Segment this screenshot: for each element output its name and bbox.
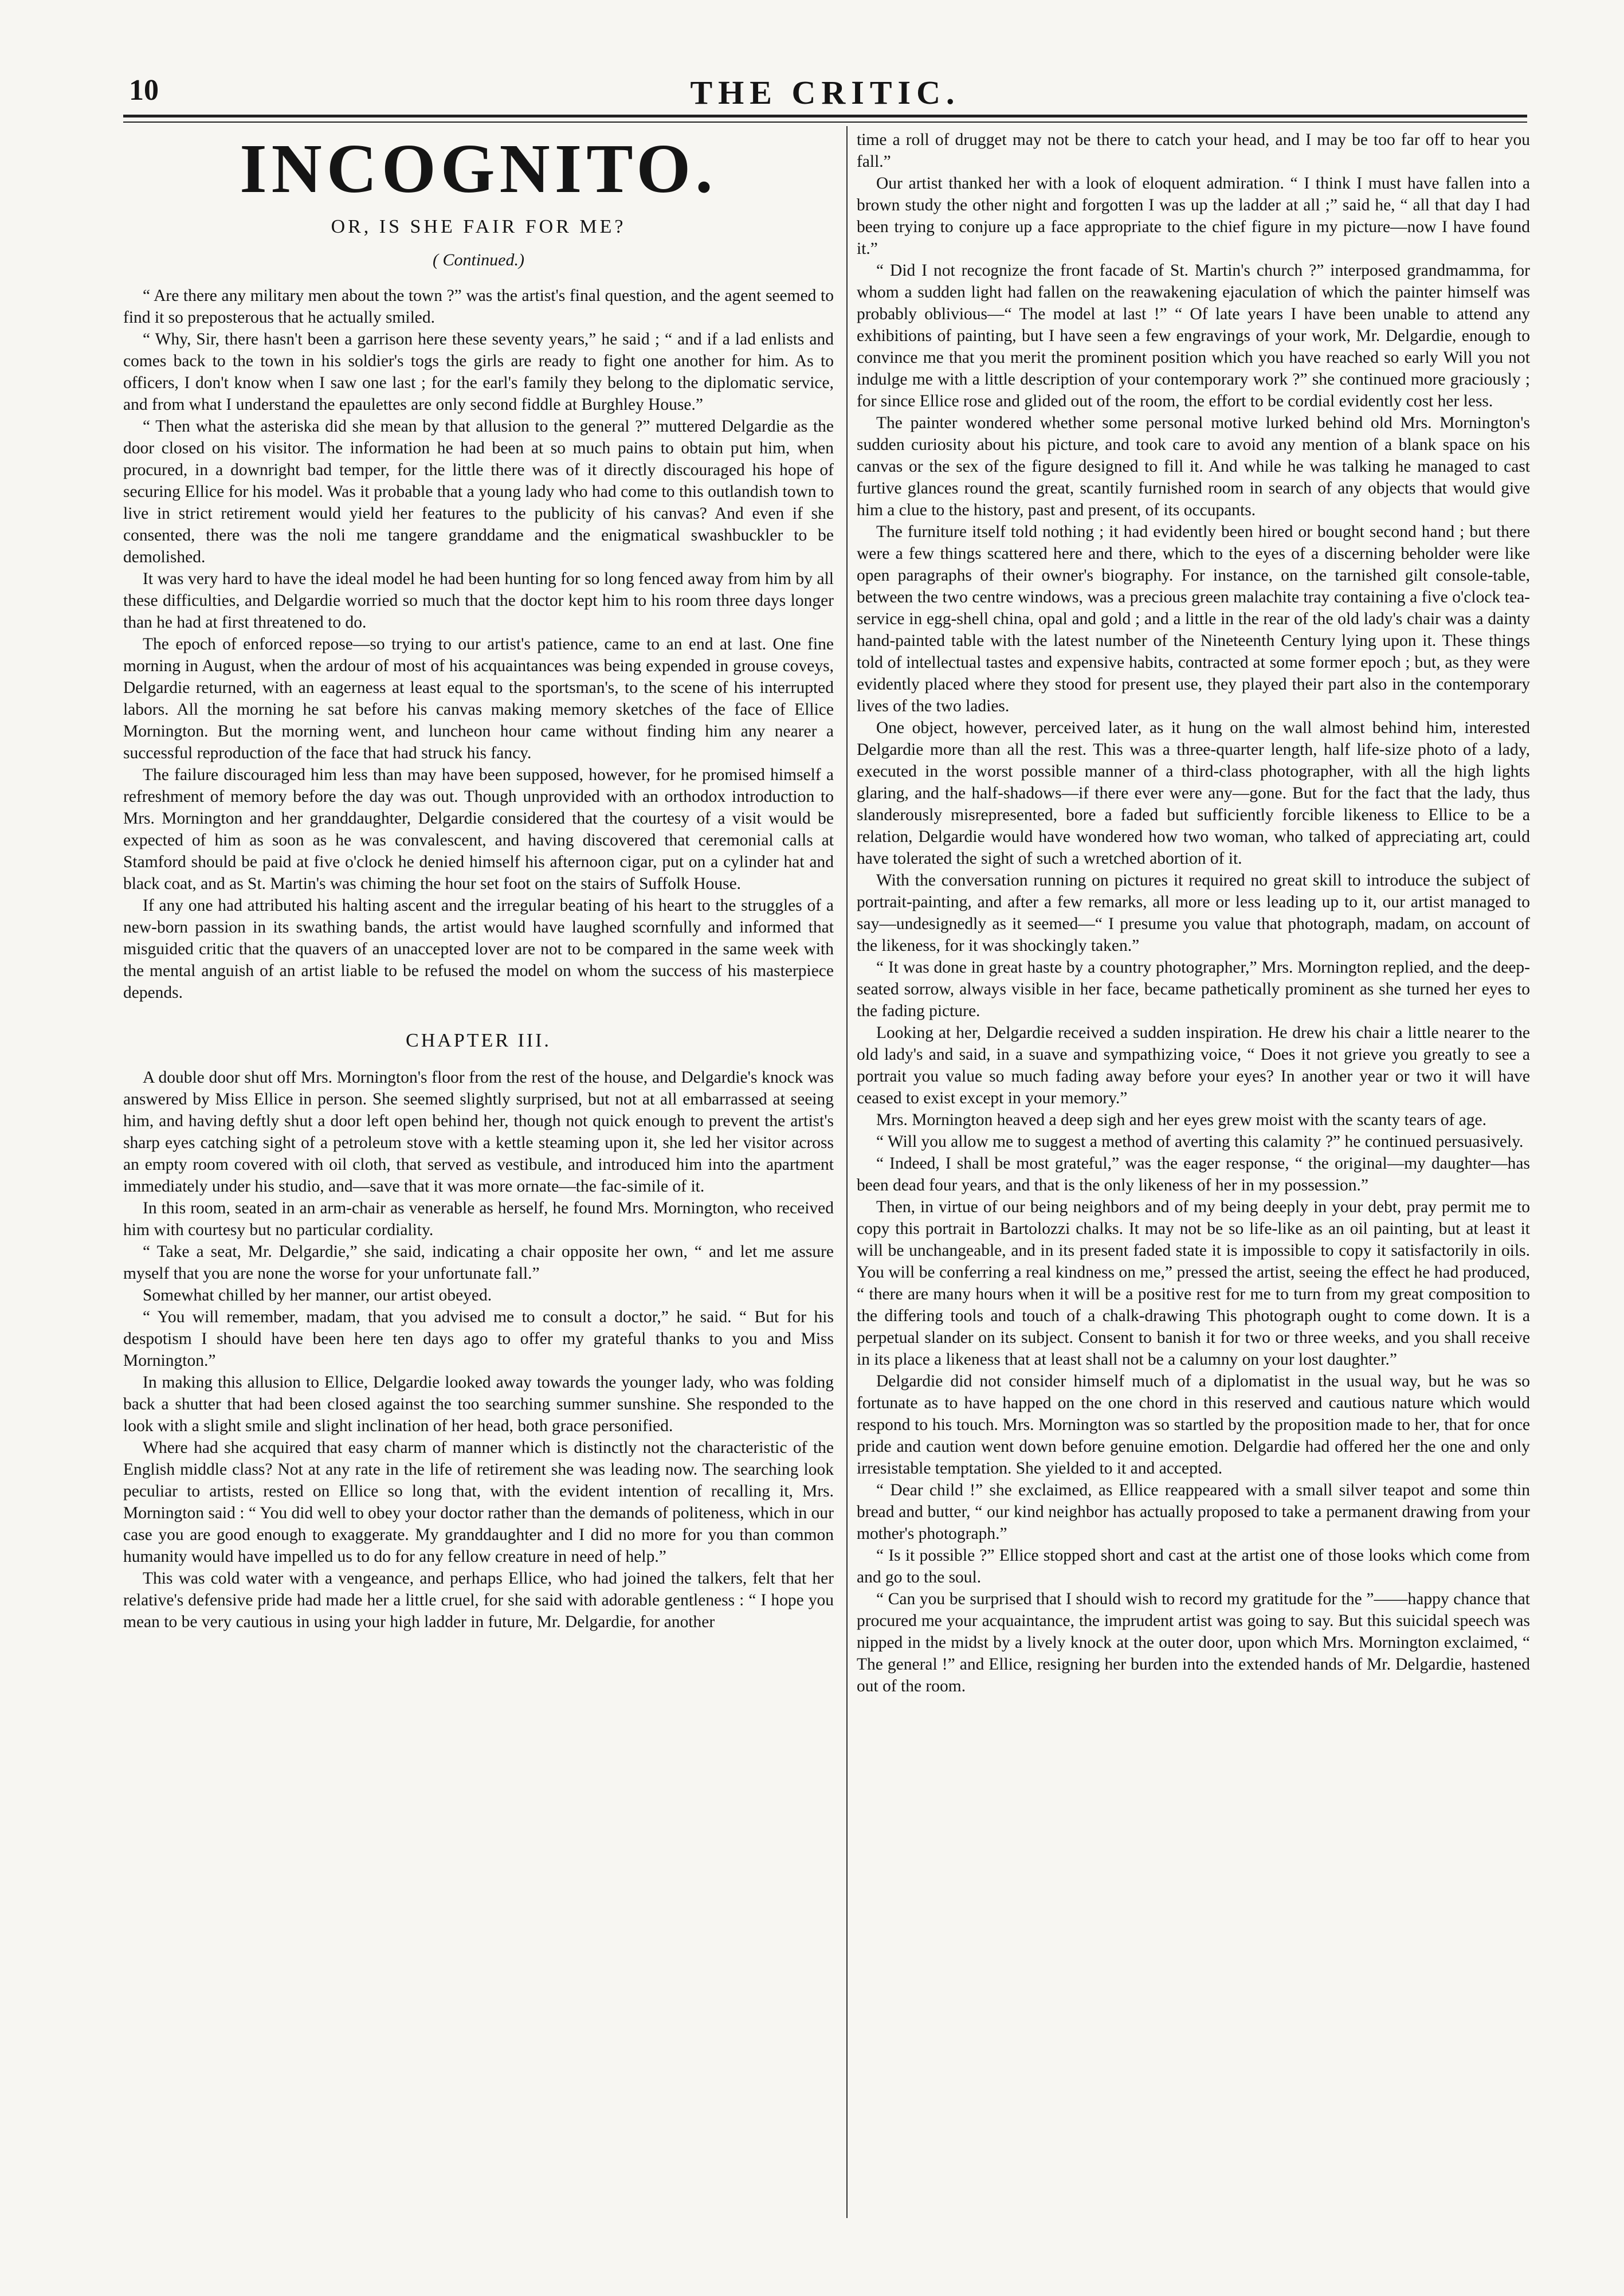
paragraph: “ Is it possible ?” Ellice stopped short and cast at the artist one of those looks which come from and go to the soul.	[857, 1546, 1530, 1586]
paragraph: “ It was done in great haste by a country photographer,” Mrs. Mornington replied, and the deep-seated sorrow, always visible in her face, became pathetically prominent as she turned her eyes to the fading picture.	[857, 958, 1530, 1020]
paragraph: In this room, seated in an arm-chair as venerable as herself, he found Mrs. Mornington, who received him with courtesy but no particular cordiality.	[123, 1199, 834, 1240]
paragraph: “ Are there any military men about the town ?” was the artist's final question, and the agent seemed to find it so preposterous that he actually smiled.	[123, 287, 834, 327]
article-subtitle: OR, IS SHE FAIR FOR ME?	[331, 216, 626, 238]
paragraph: time a roll of drugget may not be there to catch your head, and I may be too far off to hear you fall.”	[857, 131, 1530, 171]
chapter-body-text	[123, 1067, 834, 1633]
left-body-text	[123, 285, 834, 1004]
journal-title: THE CRITIC.	[690, 74, 960, 111]
paragraph: With the conversation running on pictures it required no great skill to introduce the subject of portrait-painting, and after a few remarks, all more or less leading up to it, our artist managed to say—undesignedly as it seemed—“ I presume you value that photograph, madam, on account of the likeness, for it was shockingly taken.”	[857, 871, 1530, 955]
paragraph: The painter wondered whether some personal motive lurked behind old Mrs. Mornington's sudden curiosity about his picture, and took care to avoid any mention of a blank space on his canvas or the sex of the figure designed to fill it. And while he was talking he managed to cast furtive glances round the great, scantily furnished room in search of any objects that would give him a clue to the history, past and present, of its occupants.	[857, 414, 1530, 519]
paragraph: This was cold water with a vengeance, and perhaps Ellice, who had joined the talkers, felt that her relative's defensive pride had made her a little cruel, for she said with adorable gentleness : “ I hope you mean to be very cautious in using your high ladder in future, Mr. Delgardie, for another	[123, 1569, 834, 1632]
page-number: 10	[129, 74, 159, 107]
paragraph: Somewhat chilled by her manner, our artist obeyed.	[143, 1286, 492, 1305]
paragraph: “ You will remember, madam, that you advised me to consult a doctor,” he said. “ But for his despotism I should have been here ten days ago to offer my grateful thanks to you and Miss Mornington.”	[123, 1308, 834, 1370]
right-column	[857, 129, 1530, 2221]
paragraph: A double door shut off Mrs. Mornington's floor from the rest of the house, and Delgardie's knock was answered by Miss Ellice in person. She seemed slightly surprised, but not at all embarrassed at seeing him, and having deftly shut a door left open behind her, though not quick enough to prevent the artist's sharp eyes catching sight of a petroleum stove with a kettle steaming upon it, she led her visitor across an empty room covered with oil cloth, that served as vestibule, and introduced him into the apartment immediately under his studio, and—save that it was more ornate—the fac-simile of it.	[123, 1068, 834, 1196]
article-title: INCOGNITO.	[240, 130, 717, 207]
paragraph: It was very hard to have the ideal model he had been hunting for so long fenced away from him by all these difficulties, and Delgardie worried so much that the doctor kept him to his room three days longer than he had at first threatened to do.	[123, 570, 834, 632]
paragraph: “ Will you allow me to suggest a method of averting this calamity ?” he continued persuasively.	[876, 1133, 1524, 1151]
paragraph: Delgardie did not consider himself much of a diplomatist in the usual way, but he was so fortunate as to have happed on the one chord in this reserved and cautious nature which would respond to his touch. Mrs. Mornington was so startled by the proposition made to her, that for once pride and caution went down before genuine emotion. Delgardie had offered her the one and only irresistable temptation. She yielded to it and accepted.	[857, 1372, 1530, 1478]
paragraph: “ Take a seat, Mr. Delgardie,” she said, indicating a chair opposite her own, “ and let me assure myself that you are none the worse for your unfortunate fall.”	[123, 1243, 834, 1283]
right-body-text	[857, 129, 1530, 1697]
paragraph: Mrs. Mornington heaved a deep sigh and her eyes grew moist with the scanty tears of age.	[876, 1111, 1486, 1129]
paragraph: “ Can you be surprised that I should wish to record my gratitude for the ”——happy chance that procured me your acquaintance, the imprudent artist was going to say. But this suicidal speech was nipped in the midst by a lively knock at the outer door, upon which Mrs. Mornington exclaimed, “ The general !” and Ellice, resigning her burden into the extended hands of Mr. Delgardie, hastened out of the room.	[857, 1590, 1530, 1695]
paragraph: “ Then what the asteriska did she mean by that allusion to the general ?” muttered Delgardie as the door closed on his visitor. The information he had been at so much pains to obtain put him, when procured, in a downright bad temper, for the little there was of it directly discouraged his hope of securing Ellice for his model. Was it probable that a young lady who had come to this outlandish town to live in strict retirement would yield her features to the publicity of his canvas? And even if she consented, there was the noli me tangere granddame and the enigmatical swashbuckler to be demolished.	[123, 417, 834, 567]
paragraph: In making this allusion to Ellice, Delgardie looked away towards the younger lady, who was folding back a shutter that had been closed against the too searching summer sunshine. She responded to the look with a slight smile and slight inclination of her head, both grace personified.	[123, 1373, 834, 1436]
paragraph: The failure discouraged him less than may have been supposed, however, for he promised himself a refreshment of memory before the day was out. Though unprovided with an orthodox introduction to Mrs. Mornington and her granddaughter, Delgardie considered that the courtesy of a visit would be expected of him as soon as he was convalescent, and having discovered that ceremonial calls at Stamford should be paid at five o'clock he denied himself his afternoon cigar, put on a cylinder hat and black coat, and as St. Martin's was chiming the hour set foot on the stairs of Suffolk House.	[123, 766, 834, 894]
running-header	[123, 73, 1527, 115]
paragraph: One object, however, perceived later, as it hung on the wall almost behind him, interested Delgardie more than all the rest. This was a three-quarter length, half life-size photo of a lady, executed in the worst possible manner of a third-class photographer, with all the high lights glaring, and the half-shadows—if there ever were any—gone. But for the fact that the lady, thus slanderously misrepresented, bore a faded but sufficiently forcible likeness to Ellice to be a relation, Delgardie would have wondered how two woman, who talked of appreciating art, could have tolerated the sight of such a wretched abortion of it.	[857, 719, 1530, 868]
left-column	[123, 129, 834, 2221]
continued-note: ( Continued.)	[433, 250, 524, 270]
paragraph: Our artist thanked her with a look of eloquent admiration. “ I think I must have fallen into a brown study the other night and forgotten I was up the ladder at all ;” said he, “ all that day I had been trying to conjure up a face appropriate to the chief figure in my picture—now I have found it.”	[857, 174, 1530, 258]
paragraph: The epoch of enforced repose—so trying to our artist's patience, came to an end at last. One fine morning in August, when the ardour of most of his acquaintances was being expended in grouse coveys, Delgardie returned, with an eagerness at least equal to the sportsman's, to the scene of his interrupted labors. All the morning he sat before his canvas making memory sketches of the face of Ellice Mornington. But the morning went, and luncheon hour came without finding him any nearer a successful reproduction of the face that had struck his fancy.	[123, 635, 834, 763]
paragraph: The furniture itself told nothing ; it had evidently been hired or bought second hand ; but there were a few things scattered here and there, which to the eyes of a discerning beholder were like open paragraphs of their owner's biography. For instance, on the tarnished gilt console-table, between the two centre windows, was a precious green malachite tray containing a five o'clock tea-service in egg-shell china, opal and gold ; and a little in the rear of the old lady's chair was a dainty hand-painted table with the latest number of the Nineteenth Century lying upon it. These things told of intellectual tastes and expensive habits, contracted at some former epoch ; but, as they were evidently placed where they stood for present use, they played their part also in the contemporary lives of the two ladies.	[857, 523, 1530, 715]
header-rule	[123, 115, 1527, 117]
column-divider	[846, 126, 848, 2218]
paragraph: Where had she acquired that easy charm of manner which is distinctly not the characteristic of the English middle class? Not at any rate in the life of retirement she was leading now. The searching look peculiar to artists, rested on Ellice so long that, with the evident intention of recalling it, Mrs. Mornington said : “ You did well to obey your doctor rather than the demands of politeness, which in our case you are good enough to exaggerate. My granddaughter and I did no more for you than common humanity would have impelled us to do for any fellow creature in need of help.”	[123, 1439, 834, 1566]
paragraph: “ Indeed, I shall be most grateful,” was the eager response, “ the original—my daughter—has been dead four years, and that is the only likeness of her in my possession.”	[857, 1154, 1530, 1194]
header-rule-thin	[123, 122, 1527, 123]
paragraph: If any one had attributed his halting ascent and the irregular beating of his heart to the struggles of a new-born passion in its swathing bands, the artist would have laughed scornfully and informed that misguided critic that the quavers of an unaccepted lover are not to be compared in the same week with the mental anguish of an artist liable to be refused the model on whom the success of his masterpiece depends.	[123, 896, 834, 1002]
paragraph: “ Why, Sir, there hasn't been a garrison here these seventy years,” he said ; “ and if a lad enlists and comes back to the town in his soldier's togs the girls are ready to fight one another for him. As to officers, I don't know when I saw one last ; for the earl's family they belong to the diplomatic service, and from what I understand the epaulettes are only second fiddle at Burghley House.”	[123, 330, 834, 414]
paragraph: “ Did I not recognize the front facade of St. Martin's church ?” interposed grandmamma, for whom a sudden light had fallen on the reawakening ejaculation of which the painter himself was probably oblivious—“ The model at last !” “ Of late years I have been unable to attend any exhibitions of painting, but I have seen a few engravings of your work, Mr. Delgardie, enough to convince me that you merit the prominent position which you have reached so early Will you not indulge me with a little description of your contemporary work ?” she continued more graciously ; for since Ellice rose and glided out of the room, the effort to be cordial evidently cost her less.	[857, 261, 1530, 410]
chapter-heading: CHAPTER III.	[406, 1030, 551, 1052]
paragraph: Then, in virtue of our being neighbors and of my being deeply in your debt, pray permit me to copy this portrait in Bartolozzi chalks. It may not be so life-like as an oil painting, but at least it will be unchangeable, and in its present faded state it is impossible to copy it satisfactorily in oils. You will be conferring a real kindness on me,” pressed the artist, seeing the effect he had produced, “ there are many hours when it will be a positive rest for me to turn from my great composition to the differing tools and touch of a chalk-drawing This photograph ought to come down. It is a perpetual slander on its subject. Consent to banish it for two or three weeks, and you shall receive in its place a likeness that at least shall not be a calumny on your lost daughter.”	[857, 1198, 1530, 1369]
paragraph: “ Dear child !” she exclaimed, as Ellice reappeared with a small silver teapot and some thin bread and butter, “ our kind neighbor has actually proposed to take a permanent drawing from your mother's photograph.”	[857, 1481, 1530, 1543]
paragraph: Looking at her, Delgardie received a sudden inspiration. He drew his chair a little nearer to the old lady's and said, in a suave and sympathizing voice, “ Does it not grieve you greatly to see a portrait you value so much fading away before your eyes? In another year or two it will have ceased to exist except in your memory.”	[857, 1024, 1530, 1107]
